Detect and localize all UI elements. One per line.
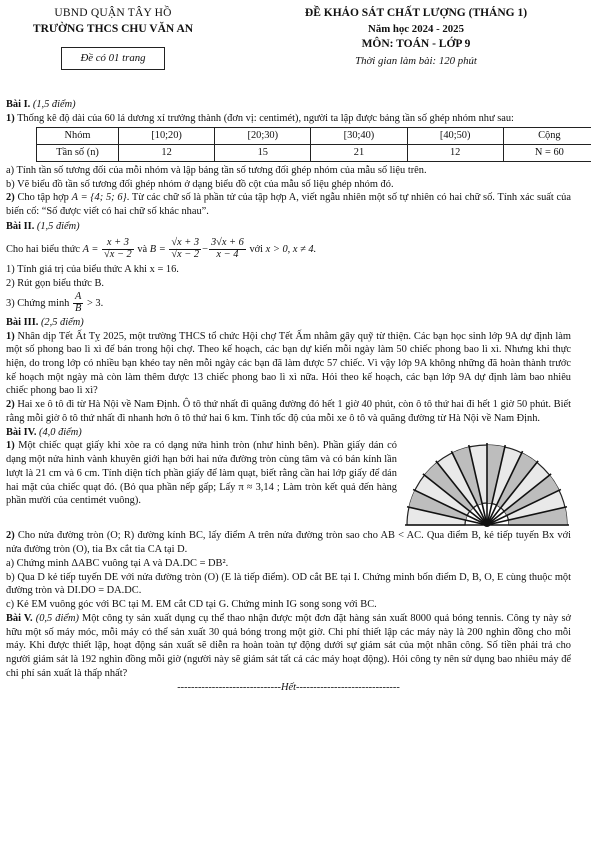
- section-3-title: Bài III.: [6, 316, 39, 328]
- fan-hub: [483, 519, 491, 527]
- denominator: B: [74, 302, 82, 314]
- expr-B-name: B =: [149, 243, 166, 255]
- question-4-1: Một chiếc quạt giấy khi xòe ra có dạng nửa hình tròn (như hình bên). Phần giấy dán có dạng một nửa hình vành khuyên giới hạn bởi hai nửa đường tròn cùng tâm và có bán kính lần lượt là 21 cm và 6 cm. Tính diện tích phần giấy để làm quạt, biết rằng cần hai lớp giấy để dán hai mặt của chiếc quạt đó. (Bỏ qua phần nếp gấp; Lấy π ≈ 3,14 ; Làm tròn kết quả đến hàng phần mười của centimét vuông).: [6, 440, 397, 507]
- ratio-fraction: [73, 292, 83, 315]
- denominator: x − 4: [216, 248, 239, 260]
- question-3-2: Hai xe ô tô đi từ Hà Nội về Nam Định. Ô tô thứ nhất đi quãng đường đó hết 1 giờ 40 phút, còn ô tô thứ hai đi hết 1 giờ 50 phút. Biết rằng mỗi giờ ô tô thứ nhất đi nhanh hơn ô tô thứ hai 6 km. Tính tốc độ của mỗi xe ô tô và quãng đường từ Hà Nội về Nam Định.: [6, 399, 571, 424]
- condition: x > 0, x ≠ 4.: [265, 243, 317, 255]
- question-4-2b: b) Qua D kẻ tiếp tuyến DE với nửa đường tròn (O) (E là tiếp điểm). OD cắt BE tại I. Chứng minh bốn điểm D, B, O, E cùng thuộc một đường tròn và DI.DO = DA.DC.: [6, 571, 571, 597]
- section-1-points: (1,5 điểm): [32, 99, 76, 110]
- expr-B-fraction-1: [169, 238, 201, 261]
- section-2-title: Bài II.: [6, 220, 35, 232]
- question-2-3-text: 3) Chứng minh: [6, 297, 70, 309]
- question-number: 1): [6, 112, 15, 124]
- denominator: √x − 2: [171, 248, 200, 260]
- question-4-2c: c) Kẻ EM vuông góc với BC tại M. EM cắt CD tại G. Chứng minh IG song song với BC.: [6, 599, 377, 611]
- section-4-title: Bài IV.: [6, 426, 37, 438]
- school-name: TRƯỜNG THCS CHU VĂN AN: [32, 23, 194, 36]
- page-count-box: Đề có 01 trang: [61, 47, 164, 69]
- table-cell: N = 60: [503, 145, 591, 162]
- end-marker: ------------------------------Hết------------------------------: [177, 682, 400, 694]
- section-3-points: (2,5 điểm): [40, 316, 84, 328]
- header: [6, 6, 571, 98]
- question-number: 2): [6, 399, 15, 411]
- question-4-2a: a) Chứng minh ΔABC vuông tại A và DA.DC = DB².: [6, 557, 229, 569]
- question-1-1a: a) Tính tần số tương đối của mỗi nhóm và lập bảng tần số tương đối ghép nhóm của mẫu số liệu trên.: [6, 164, 427, 176]
- numerator: A: [74, 290, 82, 302]
- section-1-title: Bài I.: [6, 99, 31, 110]
- table-cell: Nhóm: [37, 128, 119, 145]
- district-name: UBND QUẬN TÂY HỒ: [54, 7, 172, 19]
- table-cell: [40;50): [407, 128, 503, 145]
- table-row: [37, 128, 591, 145]
- question-1-2-end: . Từ các chữ số là phần tử của tập hợp A, viết ngẫu nhiên một số tự nhiên có hai chữ số. Tính xác suất của biến cố: “Số được viết có hai chữ số khác nhau”.: [6, 192, 571, 218]
- expressions-line: [6, 238, 571, 261]
- table-cell: 21: [311, 145, 407, 162]
- header-right: [271, 6, 571, 98]
- table-cell: [10;20): [119, 128, 215, 145]
- question-5: Một công ty sản xuất dụng cụ thể thao nhận được một đơn đặt hàng sản xuất 8000 quả bóng tennis. Công ty này sở hữu một số máy móc, mỗi máy có thể sản xuất 30 quả bóng trong một giờ. Chi phí thiết lập các máy này là 200 nghìn đồng cho mỗi máy. Khi được thiết lập, hoạt động sản xuất sẽ diễn ra hoàn toàn tự động dưới sự giám sát của một nhân công. Số tiền phải trả cho người giám sát là 192 nghìn đồng mỗi giờ (người này sẽ giám sát tất cả các máy hoạt động). Hỏi công ty nên sử dụng bao nhiêu máy để chi phí sản xuất là thấp nhất?: [6, 612, 571, 679]
- table-cell: 15: [215, 145, 311, 162]
- header-left: [6, 6, 206, 98]
- time-limit: Thời gian làm bài: 120 phút: [355, 54, 477, 67]
- inequality: > 3.: [86, 297, 104, 309]
- minus-sign: −: [202, 243, 208, 255]
- section-4: [6, 426, 571, 612]
- question-1-1b: b) Vẽ biểu đồ tần số tương đối ghép nhóm ở dạng biểu đồ cột của mẫu số liệu ghép nhóm đó.: [6, 178, 394, 190]
- section-2: [6, 220, 571, 315]
- conjunction: và: [137, 243, 148, 255]
- question-2-3: [6, 292, 571, 315]
- paper-fan-figure: [403, 439, 571, 529]
- section-3: [6, 316, 571, 426]
- section-5-title: Bài V.: [6, 612, 33, 624]
- expr-A-name: A =: [82, 243, 99, 255]
- section-4-points: (4,0 điểm): [39, 426, 82, 438]
- table-cell: Tần số (n): [37, 145, 119, 162]
- question-2-1: 1) Tính giá trị của biểu thức A khi x = 16.: [6, 264, 179, 276]
- question-number: 2): [6, 192, 15, 204]
- expr-B-fraction-2: [209, 238, 246, 261]
- table-cell: [20;30): [215, 128, 311, 145]
- question-number: 1): [6, 330, 15, 342]
- numerator: x + 3: [102, 238, 134, 250]
- expr-A-fraction: [102, 238, 134, 261]
- question-4-2: Cho nửa đường tròn (O; R) đường kính BC, lấy điểm A trên nửa đường tròn sao cho AB < AC. Qua điểm B, kẻ tiếp tuyến Bx với nửa đường tròn (O), tia Bx cắt tia CA tại D.: [6, 530, 571, 556]
- table-cell: Cộng: [503, 128, 591, 145]
- fan-question-block: [6, 439, 571, 508]
- question-2-2: 2) Rút gọn biểu thức B.: [6, 278, 104, 290]
- section-1: [6, 98, 571, 219]
- numerator: 3√x + 6: [210, 236, 244, 248]
- section-5: [6, 612, 571, 681]
- question-1-1: Thống kê độ dài của 60 lá dương xỉ trưởng thành (đơn vị: centimét), người ta lập được bảng tần số ghép nhóm như sau:: [17, 112, 514, 124]
- table-cell: 12: [119, 145, 215, 162]
- table-cell: [30;40): [311, 128, 407, 145]
- question-1-2-start: Cho tập hợp: [17, 192, 69, 204]
- section-5-points: (0,5 điểm): [35, 612, 79, 624]
- question-3-1: Nhân dịp Tết Ất Tỵ 2025, một trường THCS tổ chức Hội chợ Tết Ấm nhằm gây quỹ từ thiện. Các bạn học sinh lớp 9A dự định làm một số phong bao lì xì để bán trong hội chợ. Theo kế hoạch, các bạn dự kiến mỗi ngày làm 50 chiếc phong bao lì xì. Nhưng khi thực hiện, do trong lớp có nhiều bạn khéo tay nên mỗi ngày các bạn đã làm được 57 chiếc. Vì vậy lớp 9A không những đã hoàn thành trước kế hoạch một ngày mà còn làm thêm được 13 chiếc phong bao lì xì nữa. Hỏi theo kế hoạch, các bạn lớp 9A dự định làm bao nhiêu chiếc phong bao lì xì?: [6, 330, 571, 397]
- frequency-table: [36, 127, 591, 161]
- denominator: √x − 2: [104, 248, 132, 260]
- expr-intro: Cho hai biểu thức: [6, 243, 81, 255]
- table-row: [37, 145, 591, 162]
- table-cell: 12: [407, 145, 503, 162]
- set-A: A = {4; 5; 6}: [71, 192, 127, 204]
- subject: MÔN: TOÁN - LỚP 9: [361, 38, 471, 51]
- condition-prefix: với: [249, 243, 264, 255]
- section-2-points: (1,5 điểm): [36, 220, 80, 232]
- question-number: 1): [6, 440, 15, 452]
- exam-title: ĐỀ KHẢO SÁT CHẤT LƯỢNG (THÁNG 1): [304, 7, 528, 19]
- school-year: Năm học 2024 - 2025: [368, 23, 464, 36]
- numerator: √x + 3: [171, 236, 200, 248]
- question-number: 2): [6, 530, 15, 542]
